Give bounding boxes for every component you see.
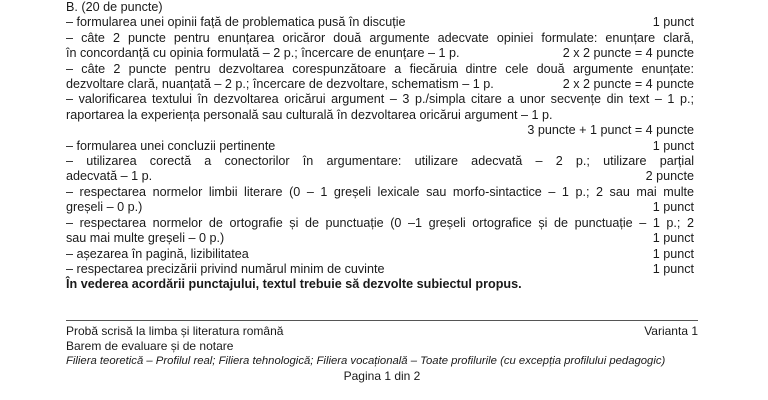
footer-subject: Probă scrisă la limba și literatura română [66,324,284,338]
criterion-points: 1 punct [652,261,694,276]
criterion-text: adecvată – 1 p. [66,169,153,184]
criterion-text: sau mai multe greșeli – 0 p.) [66,231,225,246]
criterion-points: 1 punct [652,15,694,30]
criterion-development-line2 [66,77,694,92]
grading-content [66,0,694,293]
criterion-connectors-line1: – utilizarea corectă a conectorilor în argumentare: utilizare adecvată – 2 p.; utilizare parțial [66,154,694,169]
criterion-points: 1 punct [652,200,694,215]
scoring-note: În vederea acordării punctajului, textul trebuie să dezvolte subiectul propus. [66,277,522,292]
criterion-word-count [66,262,694,277]
footer-divider [66,320,698,321]
criterion-text-usage-points: 3 puncte + 1 punct = 4 puncte [527,123,694,138]
criterion-points: 1 punct [652,231,694,246]
criterion-text: greșeli – 0 p.) [66,200,143,215]
criterion-text: în concordanță cu opinia formulată – 2 p.; încercare de enunțare – 1 p. [66,46,460,61]
criterion-points: 1 punct [652,138,694,153]
criterion-layout [66,247,694,262]
criterion-text: dezvoltare clară, nuanțată – 2 p.; încercare de dezvoltare, schematism – 1 p. [66,77,494,92]
criterion-points: 2 x 2 puncte = 4 puncte [562,46,694,61]
page-footer [66,324,698,384]
footer-page-number: Pagina 1 din 2 [343,369,421,383]
section-title: B. (20 de puncte) [66,0,163,14]
criterion-points: 2 x 2 puncte = 4 puncte [562,77,694,92]
criterion-conclusion [66,139,694,154]
criterion-language-norms-line1: – respectarea normelor limbii literare (0 – 1 greșeli lexicale sau morfo-sintactice – 1 p.; 2 sau mai multe [66,184,694,199]
criterion-text: – respectarea precizării privind numărul minim de cuvinte [66,261,385,276]
criterion-text-usage-line2: raportarea la experiența personală sau culturală în dezvoltarea oricărui argument – 1 p. [66,107,553,122]
criterion-spelling-line1: – respectarea normelor de ortografie și de punctuație (0 –1 greșeli ortografice și de punctuație – 1 p.; 2 [66,215,694,230]
footer-filiera: Filiera teoretică – Profilul real; Filiera tehnologică; Filiera vocațională – Toate profilurile (cu excepția profilului pedagogic) [66,355,666,367]
footer-subject-row [66,324,698,339]
criterion-points: 2 puncte [645,169,694,184]
criterion-text: – formularea unei opinii față de problematica pusă în discuție [66,15,406,30]
criterion-development-line1: – câte 2 puncte pentru dezvoltarea corespunzătoare a fiecăruia dintre cele două argumente enunțate: [66,61,694,76]
criterion-text: – așezarea în pagină, lizibilitatea [66,246,249,261]
footer-barem: Barem de evaluare și de notare [66,339,234,353]
criterion-arguments-line2 [66,46,694,61]
criterion-points: 1 punct [652,246,694,261]
criterion-spelling-line2 [66,231,694,246]
criterion-text: – formularea unei concluzii pertinente [66,138,276,153]
criterion-language-norms-line2 [66,200,694,215]
criterion-text-usage-line1: – valorificarea textului în dezvoltarea oricărui argument – 3 p./simpla citare a unor secvențe din text – 1 p.; [66,92,694,107]
footer-variant: Varianta 1 [644,324,698,338]
criterion-opinion [66,15,694,30]
criterion-arguments-line1: – câte 2 puncte pentru enunțarea oricăror două argumente adecvate opiniei formulate: enunțare clară, [66,30,694,45]
criterion-connectors-line2 [66,169,694,184]
